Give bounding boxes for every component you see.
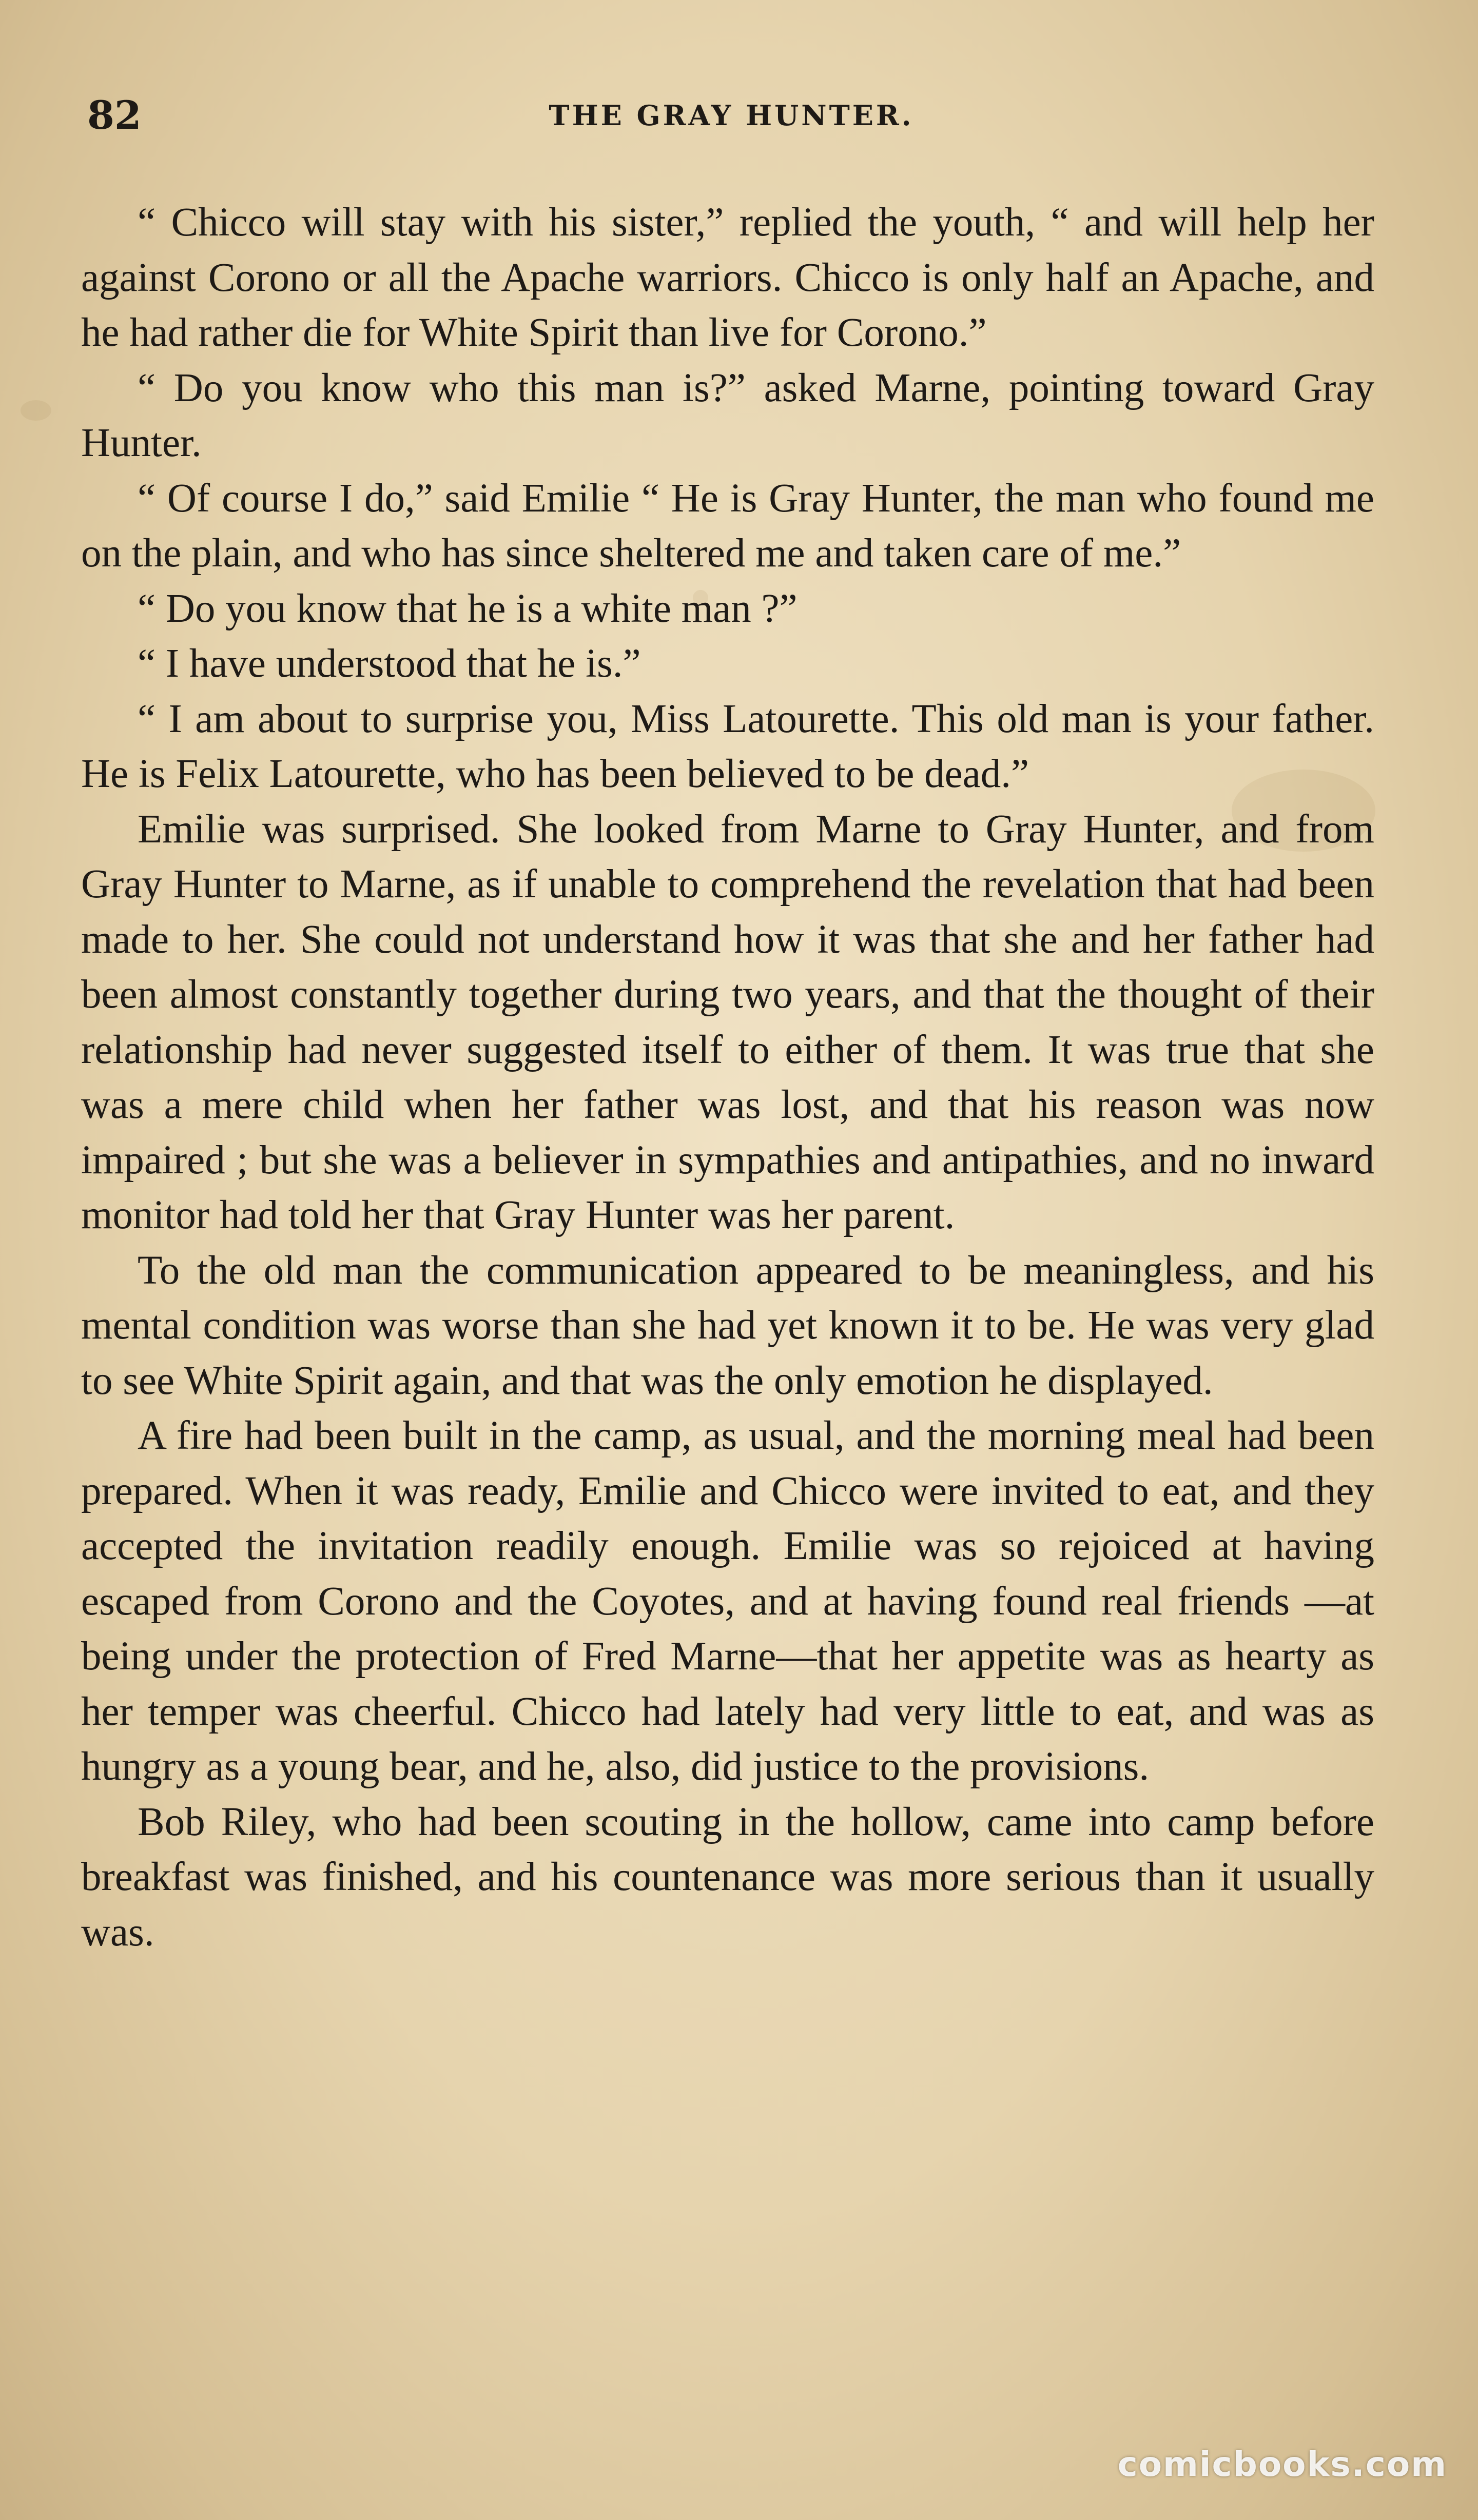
paragraph-1: “ Chicco will stay with his sister,” replied the youth, “ and will help her against Corono or all the Apache warriors. Chicco is only half an Apache, and he had rather die for White Spirit than live for Corono.” (81, 200, 1374, 355)
paragraph-8: To the old man the communication appeared to be meaningless, and his mental condition was worse than she had yet known it to be. He was very glad to see White Spirit again, and that was the only emotion he displayed. (81, 1248, 1374, 1403)
paragraph-9: A fire had been built in the camp, as usual, and the morning meal had been prepared. When it was ready, Emilie and Chicco were invited to eat, and they accepted the invitation readily enough. Emilie was so rejoiced at having escaped from Corono and the Coyotes, and at having found real friends —at being under the protection of Fred Marne—that her appetite was as hearty as her temper was cheerful. Chicco had lately had very little to eat, and was as hungry as a young bear, and he, also, did justice to the provisions. (81, 1413, 1374, 1789)
page-number: 82 (87, 92, 142, 138)
paragraph-6: “ I am about to surprise you, Miss Latourette. This old man is your father. He is Felix Latourette, who has been believed to be dead.” (81, 696, 1374, 796)
paragraph-3: “ Of course I do,” said Emilie “ He is Gray Hunter, the man who found me on the plain, and who has since sheltered me and taken care of me.” (81, 476, 1374, 576)
body-text (81, 195, 1374, 1960)
paragraph-2: “ Do you know who this man is?” asked Marne, pointing toward Gray Hunter. (81, 365, 1374, 465)
watermark-text: comicbooks.com (1117, 2445, 1447, 2484)
paragraph-7: Emilie was surprised. She looked from Marne to Gray Hunter, and from Gray Hunter to Marne, as if unable to comprehend the revelation that had been made to her. She could not understand how it was that she and her father had been almost constantly together during two years, and that the thought of their relationship had never suggested itself to either of them. It was true that she was a mere child when her father was lost, and that his reason was now impaired ; but she was a believer in sympathies and antipathies, and no inward monitor had told her that Gray Hunter was her parent. (81, 806, 1374, 1237)
paragraph-5: “ I have understood that he is.” (138, 641, 641, 686)
paper-stain (21, 400, 51, 421)
page-header (87, 87, 1375, 144)
running-head: THE GRAY HUNTER. (549, 99, 914, 132)
paragraph-4: “ Do you know that he is a white man ?” (138, 586, 798, 631)
paragraph-10: Bob Riley, who had been scouting in the hollow, came into camp before breakfast was finished, and his countenance was more serious than it usually was. (81, 1799, 1374, 1955)
